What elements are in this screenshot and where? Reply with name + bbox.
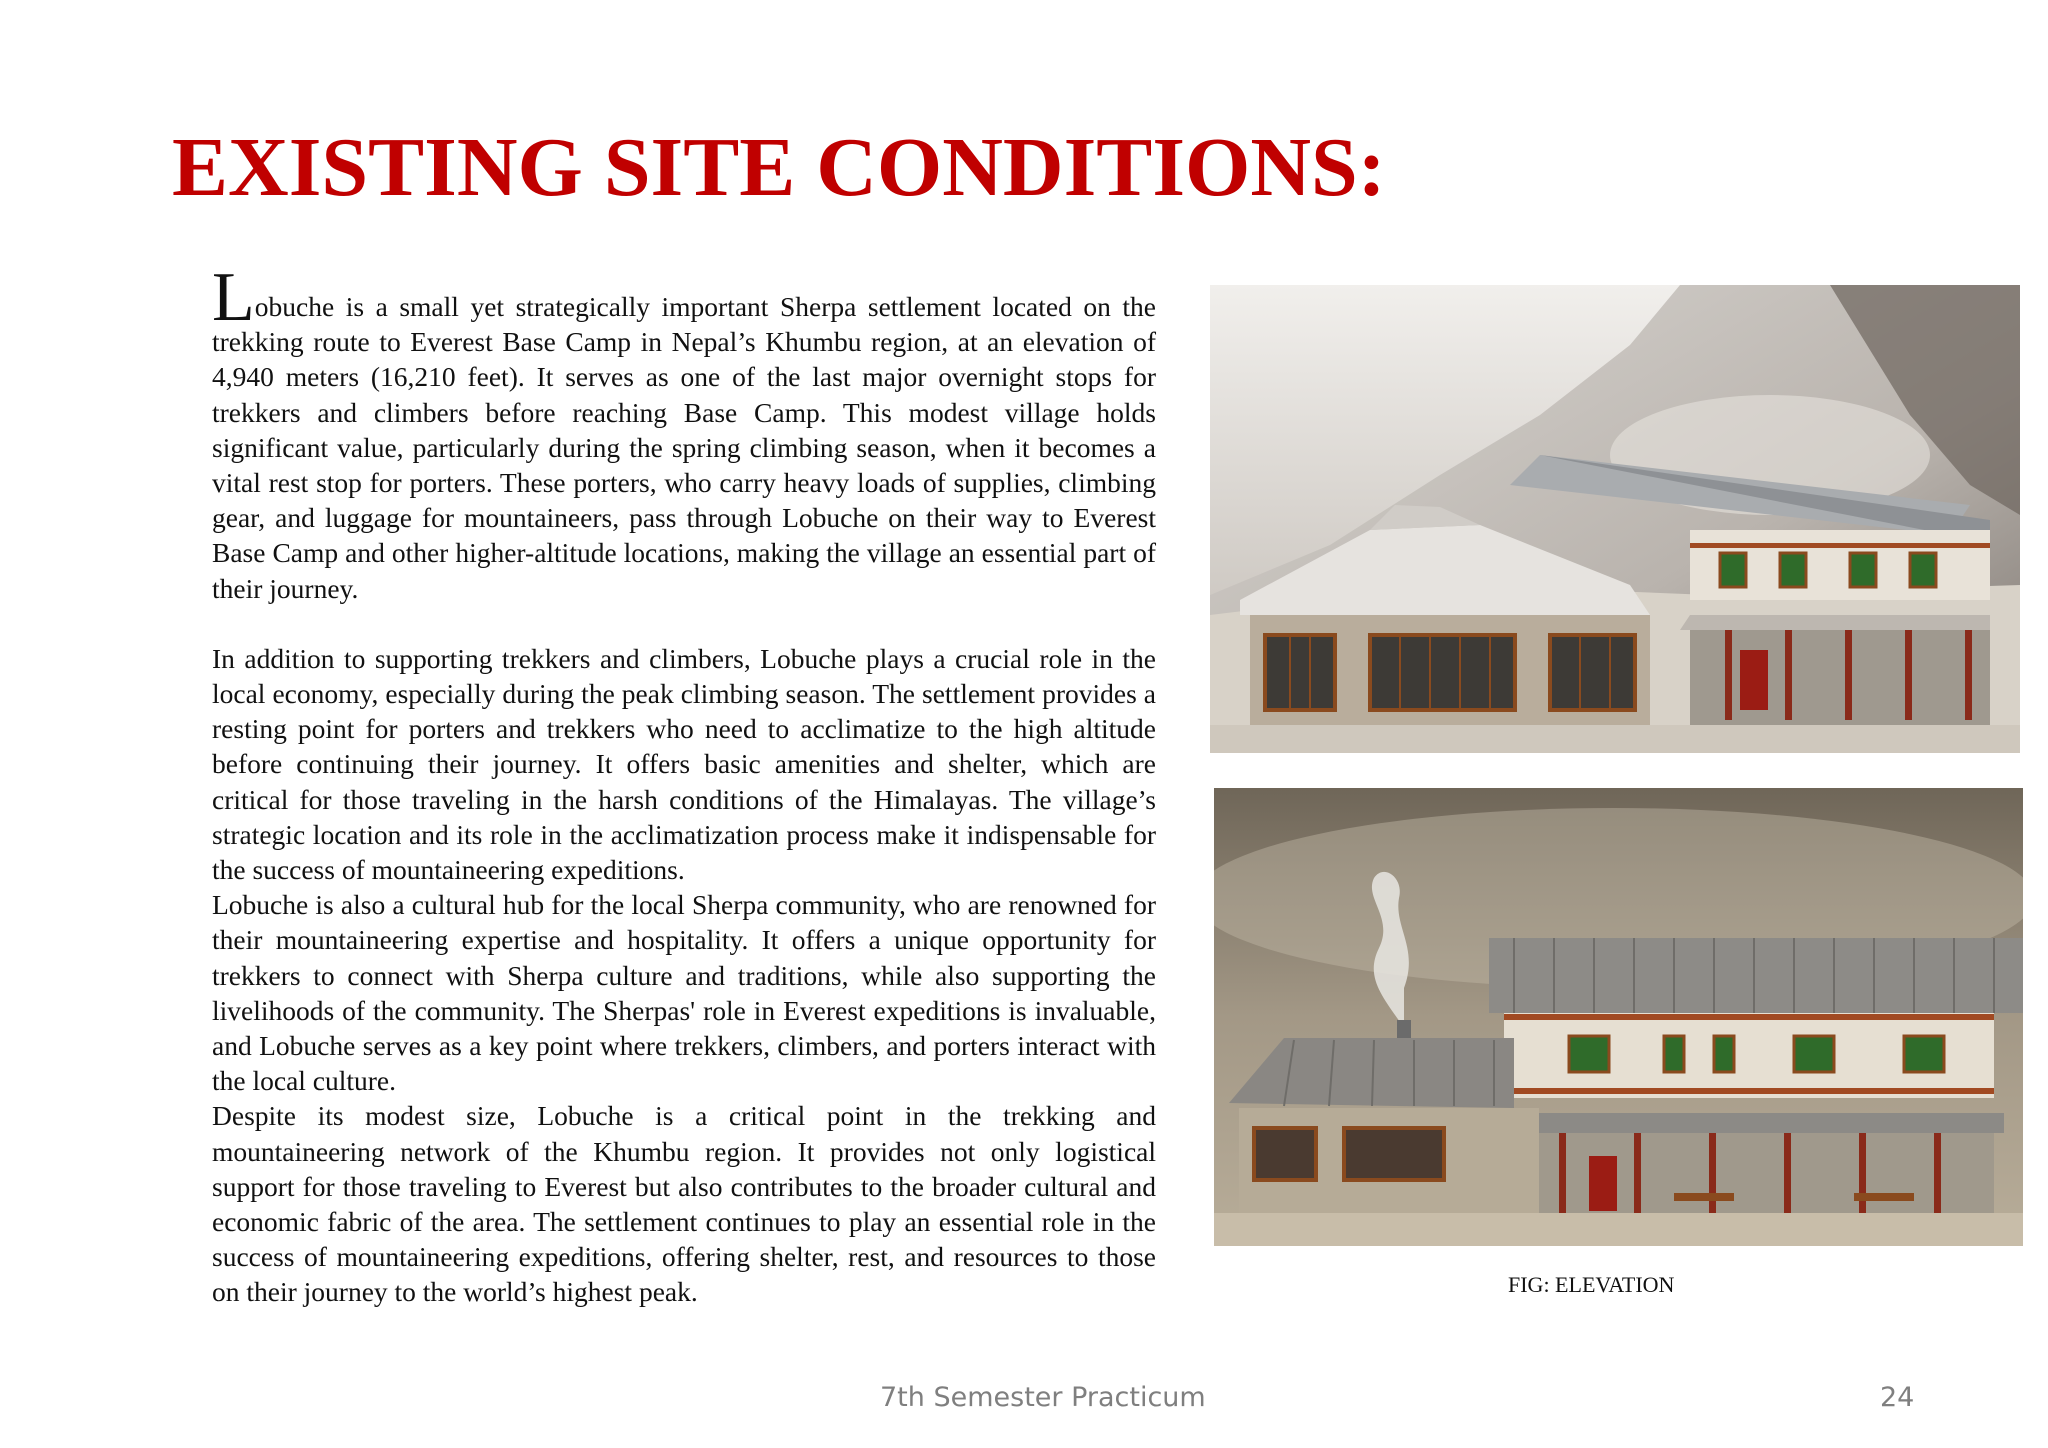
drop-cap: L bbox=[212, 259, 255, 336]
paragraph-2: In addition to supporting trekkers and climbers, Lobuche plays a crucial role in the local economy, especially during the peak climbing season. The settlement provides a resting point for porters and trekkers who need to acclimatize to the high altitude before continuing their journey. It offers basic amenities and shelter, which are critical for those traveling in the harsh conditions of the Himalayas. The village’s strategic location and its role in the acclimatization process make it indispensable for the success of mountaineering expeditions. bbox=[212, 642, 1156, 886]
lodge-elevation-render bbox=[1214, 788, 2023, 1246]
figure-caption: FIG: ELEVATION bbox=[1508, 1272, 1675, 1297]
lodge-perspective-render bbox=[1210, 285, 2020, 753]
paragraph-1 bbox=[212, 259, 1156, 606]
paragraph-3: Lobuche is also a cultural hub for the local Sherpa community, who are renowned for their mountaineering expertise and hospitality. It offers a unique opportunity for trekkers to connect with Sherpa culture and traditions, while also supporting the livelihoods of the community. The Sherpas' role in Everest expeditions is invaluable, and Lobuche serves as a key point where trekkers, climbers, and porters interact with the local culture. bbox=[212, 889, 1156, 1097]
page-title: EXISTING SITE CONDITIONS: bbox=[172, 121, 1386, 214]
footer-course: 7th Semester Practicum bbox=[880, 1382, 1206, 1413]
body-text bbox=[212, 259, 1156, 1310]
page-number: 24 bbox=[1880, 1382, 1915, 1413]
paragraph-1-text: obuche is a small yet strategically important Sherpa settlement located on the trekking route to Everest Base Camp in Nepal’s Khumbu region, at an elevation of 4,940 meters (16,210 feet). It serves as one of the last major overnight stops for trekkers and climbers before reaching Base Camp. This modest village holds significant value, particularly during the spring climbing season, when it becomes a vital rest stop for porters. These porters, who carry heavy loads of supplies, climbing gear, and luggage for mountaineers, pass through Lobuche on their way to Everest Base Camp and other higher-altitude locations, making the village an essential part of their journey. bbox=[212, 291, 1156, 604]
paragraph-4: Despite its modest size, Lobuche is a critical point in the trekking and mountaineering network of the Khumbu region. It provides not only logistical support for those traveling to Everest but also contributes to the broader cultural and economic fabric of the area. The settlement continues to play an essential role in the success of mountaineering expeditions, offering shelter, rest, and resources to those on their journey to the world’s highest peak. bbox=[212, 1100, 1156, 1308]
